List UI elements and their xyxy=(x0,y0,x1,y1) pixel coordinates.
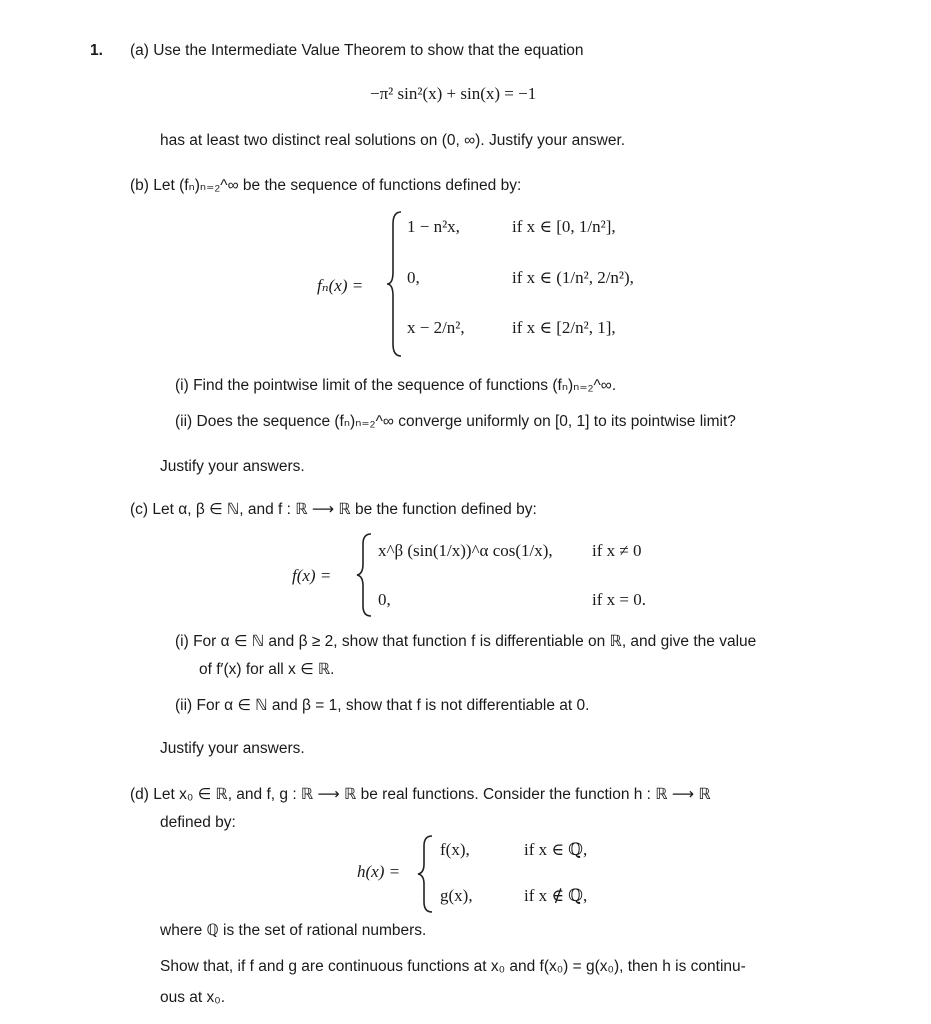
part-d-brace xyxy=(416,834,436,914)
part-c-case-1-cond: if x ≠ 0 xyxy=(592,541,642,560)
part-b-intro xyxy=(130,176,521,195)
part-c-lhs: f(x) = xyxy=(292,566,332,585)
part-d-case-2-expr: g(x), xyxy=(440,886,473,905)
part-d-intro-text: Let x₀ ∈ ℝ, and f, g : ℝ ⟶ ℝ be real functions. Consider the function h : ℝ ⟶ ℝ xyxy=(153,786,711,803)
part-b-case-1-expr: 1 − n²x, xyxy=(407,217,460,236)
part-c-brace xyxy=(355,532,375,618)
part-d-intro2: defined by: xyxy=(160,814,236,831)
part-b-lhs: fₙ(x) = xyxy=(317,276,364,295)
part-c-intro xyxy=(130,500,537,519)
part-d-case-1-cond: if x ∈ ℚ, xyxy=(524,840,588,859)
part-b-intro-text: Let (fₙ)ₙ₌₂^∞ be the sequence of functions defined by: xyxy=(153,177,522,194)
part-a-tail: has at least two distinct real solutions on (0, ∞). Justify your answer. xyxy=(160,132,626,149)
part-c-intro-text: Let α, β ∈ ℕ, and f : ℝ ⟶ ℝ be the function defined by: xyxy=(152,501,537,518)
part-b-brace xyxy=(385,210,405,358)
part-c-question-i-line1: (i) For α ∈ ℕ and β ≥ 2, show that function f is differentiable on ℝ, and give the value xyxy=(175,633,757,650)
part-c-label: (c) xyxy=(130,501,149,518)
part-c-question-i-line2: of f′(x) for all x ∈ ℝ. xyxy=(199,661,335,678)
part-b-question-ii: (ii) Does the sequence (fₙ)ₙ₌₂^∞ converge uniformly on [0, 1] to its pointwise limit? xyxy=(175,413,736,430)
part-b-label: (b) xyxy=(130,177,149,194)
part-d-label: (d) xyxy=(130,786,149,803)
part-c-case-1-expr: x^β (sin(1/x))^α cos(1/x), xyxy=(378,541,553,560)
part-b-question-i: (i) Find the pointwise limit of the sequence of functions (fₙ)ₙ₌₂^∞. xyxy=(175,377,617,394)
part-d-case-1-expr: f(x), xyxy=(440,840,470,859)
part-a-intro xyxy=(130,42,584,60)
part-d-show-line1: Show that, if f and g are continuous functions at x₀ and f(x₀) = g(x₀), then h is continu- xyxy=(160,958,746,975)
part-d-show-line2: ous at x₀. xyxy=(160,989,226,1006)
part-b-case-2-cond: if x ∈ (1/n², 2/n²), xyxy=(512,268,634,287)
part-a-label: (a) xyxy=(130,42,149,59)
problem-number: 1. xyxy=(90,42,103,59)
part-d-where: where ℚ is the set of rational numbers. xyxy=(160,922,427,939)
part-c-case-2-expr: 0, xyxy=(378,590,391,609)
part-d-lhs: h(x) = xyxy=(357,862,401,881)
part-a-intro-text: Use the Intermediate Value Theorem to show that the equation xyxy=(153,42,584,59)
part-b-case-2-expr: 0, xyxy=(407,268,420,287)
part-a-equation: −π² sin²(x) + sin(x) = −1 xyxy=(370,84,537,103)
part-c-case-2-cond: if x = 0. xyxy=(592,590,646,609)
part-d-case-2-cond: if x ∉ ℚ, xyxy=(524,886,588,905)
part-b-justify: Justify your answers. xyxy=(160,458,305,475)
part-c-justify: Justify your answers. xyxy=(160,740,305,757)
part-c-question-ii: (ii) For α ∈ ℕ and β = 1, show that f is not differentiable at 0. xyxy=(175,697,590,714)
part-b-case-1-cond: if x ∈ [0, 1/n²], xyxy=(512,217,616,236)
part-b-case-3-cond: if x ∈ [2/n², 1], xyxy=(512,318,616,337)
part-b-case-3-expr: x − 2/n², xyxy=(407,318,465,337)
part-d-intro xyxy=(130,785,711,804)
